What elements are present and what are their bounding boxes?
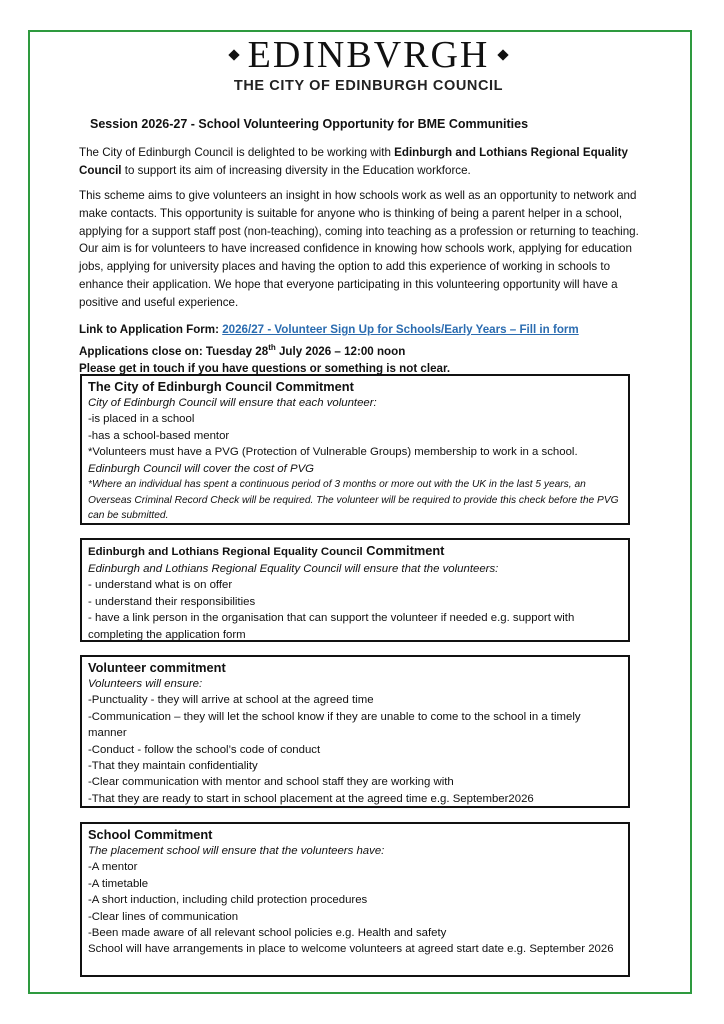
- list-item: - have a link person in the organisation that can support the volunteer if needed e.g. support with completing the application form: [88, 612, 575, 641]
- diamond-left-icon: [228, 49, 239, 60]
- list-item: -A mentor: [88, 861, 138, 874]
- scheme-paragraph: This scheme aims to give volunteers an insight in how schools work as well as an opportunity to network and make contacts. This opportunity is suitable for anyone who is thinking of being a parent helper in a school, applying for a support staff post (non-teaching), coming into teaching as a profession or returning to teaching. Our aim is for volunteers to have increased confidence in knowing how schools work, applying for education jobs, applying for university places and having the option to add this experience of working in schools to enhance their application. We hope that everyone participating in this volunteering opportunity will have a positive and useful experience.: [79, 189, 639, 309]
- contact-line: Please get in touch if you have questions or something is not clear.: [79, 361, 451, 375]
- elrec-commitment-intro: Edinburgh and Lothians Regional Equality Council will ensure that the volunteers:: [88, 563, 499, 575]
- elrec-commitment-title: [88, 542, 622, 561]
- list-item: -Clear lines of communication: [88, 910, 239, 923]
- school-commitment-intro: The placement school will ensure that the volunteers have:: [88, 845, 385, 857]
- elrec-title-lead: Edinburgh and Lothians Regional Equality Council: [88, 546, 363, 558]
- list-item: -Punctuality - they will arrive at school at the agreed time: [88, 694, 374, 707]
- diamond-right-icon: [498, 49, 509, 60]
- application-link-label: Link to Application Form:: [79, 323, 223, 336]
- application-close-line: [79, 339, 649, 360]
- list-item: - understand their responsibilities: [88, 595, 256, 608]
- application-link-line: [79, 321, 649, 339]
- application-info: [79, 321, 649, 377]
- logo-subtitle: THE CITY OF EDINBURGH COUNCIL: [233, 78, 504, 94]
- council-commitment-intro: City of Edinburgh Council will ensure that each volunteer:: [88, 397, 377, 409]
- list-item: -Communication – they will let the school know if they are unable to come to the school in a timely manner: [88, 710, 581, 740]
- list-item: -Conduct - follow the school’s code of conduct: [88, 743, 321, 756]
- school-commitment-box: [80, 822, 630, 977]
- intro-paragraph: [79, 144, 645, 180]
- school-closing-text: School will have arrangements in place to welcome volunteers at agreed start date e.g. September 2026: [88, 943, 614, 956]
- council-commitment-box: [80, 374, 630, 525]
- elrec-commitment-box: [80, 538, 630, 642]
- intro-text-2: to support its aim of increasing diversity in the Education workforce.: [121, 163, 471, 177]
- volunteer-commitment-title: Volunteer commitment: [88, 660, 226, 675]
- list-item: -A short induction, including child protection procedures: [88, 894, 368, 907]
- application-form-link[interactable]: 2026/27 - Volunteer Sign Up for Schools/Early Years – Fill in form: [222, 323, 579, 336]
- overseas-check-note: *Where an individual has spent a continuous period of 3 months or more out with the UK in the last 5 years, an Overseas Criminal Record Check will be required. The volunteer will be required to provide this check before the PVG can be submitted.: [88, 479, 619, 522]
- close-date-prefix: Applications close on: Tuesday 28: [79, 344, 269, 358]
- close-date-suffix-sup: th: [268, 342, 276, 352]
- list-item: -A timetable: [88, 877, 149, 890]
- intro-organisation: Edinburgh and Lothians Regional Equality Council: [79, 146, 628, 177]
- list-item: -is placed in a school: [88, 413, 195, 426]
- school-commitment-title: School Commitment: [88, 827, 213, 842]
- list-item: -That they are ready to start in school placement at the agreed time e.g. September2026: [88, 792, 534, 805]
- pvg-requirement: *Volunteers must have a PVG (Protection of Vulnerable Groups) membership to work in a school.: [88, 446, 578, 459]
- council-logo: [216, 34, 521, 100]
- volunteer-commitment-box: [80, 655, 630, 808]
- elrec-title-tail: Commitment: [362, 543, 445, 558]
- document-heading: Session 2026-27 - School Volunteering Opportunity for BME Communities: [90, 117, 529, 131]
- list-item: -Clear communication with mentor and school staff they are working with: [88, 776, 454, 789]
- council-commitment-title: The City of Edinburgh Council Commitment: [88, 379, 354, 394]
- pvg-cost-note: Edinburgh Council will cover the cost of PVG: [88, 462, 315, 475]
- logo-wordmark: EDINBVRGH: [247, 34, 490, 76]
- volunteer-commitment-intro: Volunteers will ensure:: [88, 678, 203, 690]
- list-item: -Been made aware of all relevant school policies e.g. Health and safety: [88, 927, 447, 940]
- list-item: -That they maintain confidentiality: [88, 760, 258, 773]
- list-item: - understand what is on offer: [88, 579, 233, 592]
- intro-text-1: The City of Edinburgh Council is delighted to be working with: [79, 146, 395, 159]
- list-item: -has a school-based mentor: [88, 429, 230, 442]
- close-date-suffix: July 2026 – 12:00 noon: [275, 344, 406, 358]
